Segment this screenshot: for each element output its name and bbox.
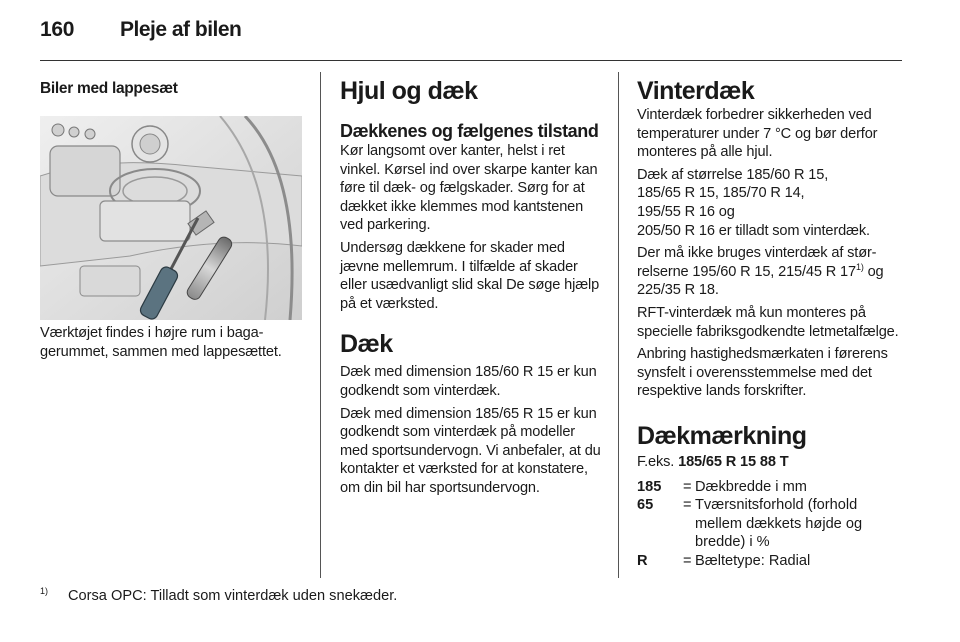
figure-caption: Værktøjet findes i højre rum i bagagerummet, sammen med lappesættet. <box>40 325 282 360</box>
column-3 <box>637 72 905 570</box>
spec-equals: = <box>683 497 692 514</box>
paragraph-winter-1: Vinterdæk forbedrer sikkerheden ved temperaturer under 7 °C og bør derfor monteres på alle hjul. <box>637 107 878 161</box>
tire-marking-example <box>637 453 905 472</box>
footnote-mark: 1) <box>40 586 49 596</box>
size-line-3: 195/55 R 16 og <box>637 203 735 220</box>
example-prefix: F.eks. <box>637 453 675 470</box>
restriction-text: Der må ikke bruges vinterdæk af størrelserne 195/60 R 15, 215/45 R 17 <box>637 245 877 280</box>
subsection-heading-tires: Dæk <box>340 330 393 359</box>
footnote <box>40 588 397 604</box>
spec-key: 65 <box>637 497 654 514</box>
subsection-heading-condition: Dækkenes og fælgenes tilstand <box>340 121 599 141</box>
paragraph-condition-1: Kør langsomt over kanter, helst i ret vinkel. Kørsel ind over skarpe kanter kan føre til dæk- og fælgskader. Sørg for at dækket ikke klemmes mod kantstenen ved parkering. <box>340 143 598 234</box>
section-title-tire-marking: Dækmærkning <box>637 421 807 450</box>
paragraph-winter-restrictions <box>637 244 905 300</box>
footnote-text: Corsa OPC: Tilladt som vinterdæk uden snekæder. <box>68 588 398 604</box>
spec-equals: = <box>683 552 692 569</box>
spec-key: 185 <box>637 478 662 495</box>
paragraph-condition-2: Undersøg dækkene for skader med jævne mellemrum. I tilfælde af skader eller usædvanligt slid skal De søge hjælp på et værksted. <box>340 239 600 312</box>
size-line-4: 205/50 R 16 er tilladt som vinterdæk. <box>637 222 870 239</box>
paragraph-rft: RFT-vinterdæk må kun monteres på specielle fabriksgodkendte letmetalfælge. <box>637 304 899 340</box>
restriction-end: og 225/35 R 18. <box>637 263 884 299</box>
spec-value: Dækbredde i mm <box>695 478 807 495</box>
spec-value: Bæltetype: Radial <box>695 552 811 569</box>
table-row <box>637 478 905 497</box>
column-1 <box>40 72 302 361</box>
page-header <box>40 18 241 48</box>
paragraph-tires-2: Dæk med dimension 185/65 R 15 er kun godkendt som vinterdæk på modeller med sportsundervogn. Vi anbefaler, at du kontakter et værksted for at konstatere, om din bil har sportsundervogn. <box>340 405 601 496</box>
table-row <box>637 496 905 552</box>
tire-marking-table <box>637 478 905 571</box>
header-divider <box>40 60 902 61</box>
section-title-wheels-tires: Hjul og dæk <box>340 77 478 105</box>
table-row <box>637 552 905 571</box>
column-divider-1 <box>320 72 321 578</box>
size-line-2: 185/65 R 15, 185/70 R 14, <box>637 185 805 202</box>
paragraph-speed-label: Anbring hastighedsmærkaten i førerens synsfelt i overensstemmelse med det respektive lands forskrifter. <box>637 346 888 400</box>
spec-equals: = <box>683 478 692 495</box>
footnote-reference: 1) <box>855 261 864 272</box>
paragraph-winter-sizes <box>637 166 905 240</box>
paragraph-tires-1: Dæk med dimension 185/60 R 15 er kun godkendt som vinterdæk. <box>340 364 597 399</box>
example-value: 185/65 R 15 88 T <box>678 453 789 470</box>
spec-key: R <box>637 552 648 569</box>
chapter-title: Pleje af bilen <box>120 18 242 41</box>
column-divider-2 <box>618 72 619 578</box>
section-heading-repair-kit: Biler med lappesæt <box>40 80 178 97</box>
tool-compartment-icon <box>40 116 302 320</box>
tool-compartment-illustration <box>40 116 302 320</box>
size-line-1: Dæk af størrelse 185/60 R 15, <box>637 166 829 183</box>
column-2 <box>340 72 604 498</box>
page-number: 160 <box>40 18 75 41</box>
section-title-winter-tires: Vinterdæk <box>637 77 755 105</box>
spec-value: Tværsnitsforhold (forhold mellem dækkets højde og bredde) i % <box>695 497 863 551</box>
